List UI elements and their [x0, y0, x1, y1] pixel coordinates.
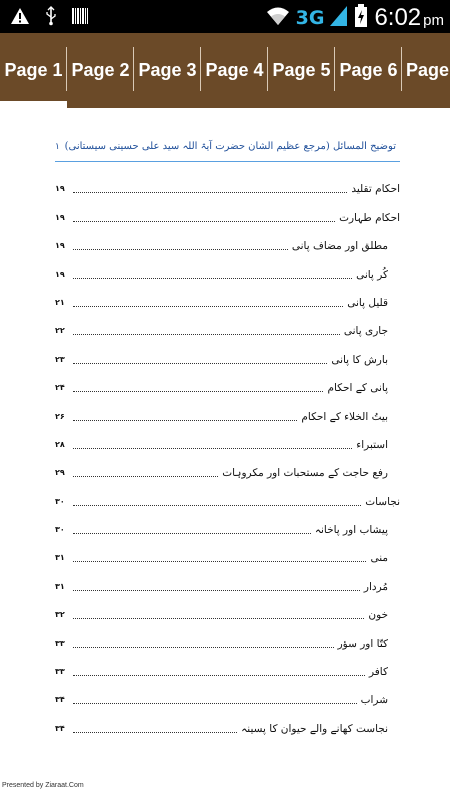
toc-entry-page: ۳۳ [55, 638, 65, 648]
toc-entry-page: ۳۰ [55, 525, 65, 535]
wifi-icon [266, 5, 290, 31]
leader-dots [73, 221, 335, 222]
toc-entry-title: پیشاب اور پاخانہ [314, 524, 388, 537]
toc-entry-page: ۲۹ [55, 468, 65, 478]
leader-dots [73, 533, 311, 534]
book-title: توضیح المسائل (مرجع عظیم الشان حضرت آیۃ اللہ سید علی حسینی سیستانی) [64, 141, 396, 152]
toc-entry-page: ۱۹ [55, 241, 65, 251]
toc-entry[interactable] [55, 651, 400, 679]
system-status [266, 4, 444, 32]
leader-dots [73, 590, 360, 591]
leader-dots [73, 732, 237, 733]
toc-entry-title: احکام تقلید [351, 183, 400, 196]
toc-entry[interactable] [55, 452, 400, 480]
toc-entry[interactable] [55, 168, 400, 196]
leader-dots [73, 675, 365, 676]
toc-entry[interactable] [55, 424, 400, 452]
toc-entry[interactable] [55, 253, 400, 281]
tab-page-1[interactable] [0, 33, 67, 108]
barcode-icon [72, 7, 88, 29]
leader-dots [73, 363, 327, 364]
toc-entry-title: نجاست کھانے والے حیوان کا پسینہ [241, 722, 388, 735]
toc-entry[interactable] [55, 480, 400, 508]
document-header [55, 138, 400, 162]
toc-entry-title: کُر پانی [356, 268, 388, 281]
active-tab-indicator [0, 101, 67, 108]
toc-entry[interactable] [55, 395, 400, 423]
usb-icon [44, 6, 58, 30]
toc-entry-page: ۳۲ [55, 610, 65, 620]
toc-entry-page: ۱۹ [55, 184, 65, 194]
toc-entry-page: ۱۹ [55, 269, 65, 279]
leader-dots [73, 391, 323, 392]
toc-entry[interactable] [55, 282, 400, 310]
toc-entry[interactable] [55, 707, 400, 735]
tab-page-2[interactable] [67, 33, 134, 108]
leader-dots [73, 703, 357, 704]
toc-entry[interactable] [55, 196, 400, 224]
tab-page-4[interactable] [201, 33, 268, 108]
leader-dots [73, 306, 343, 307]
tab-page-7[interactable] [402, 33, 450, 108]
toc-entry-title: بارش کا پانی [331, 353, 388, 366]
warning-icon [10, 7, 30, 29]
footer-credit: Presented by Ziaraat.Com [2, 782, 84, 789]
leader-dots [73, 618, 364, 619]
toc-entry-page: ۱۹ [55, 212, 65, 222]
tab-page-6[interactable] [335, 33, 402, 108]
toc-entry[interactable] [55, 367, 400, 395]
tab-page-5[interactable] [268, 33, 335, 108]
toc-entry-page: ۳۴ [55, 723, 65, 733]
toc-entry[interactable] [55, 565, 400, 593]
page-tab-bar [0, 33, 450, 108]
tab-label: Page 5 [272, 60, 331, 80]
toc-entry-page: ۲۸ [55, 439, 65, 449]
toc-entry-title: نجاسات [365, 495, 400, 508]
toc-entry-page: ۲۴ [55, 383, 65, 393]
toc-entry-title: کافر [368, 666, 388, 679]
tab-label: Page [406, 60, 450, 80]
leader-dots [73, 476, 218, 477]
tab-page-3[interactable] [134, 33, 201, 108]
toc-entry-page: ۳۳ [55, 667, 65, 677]
leader-dots [73, 448, 352, 449]
clock-time: 6:02 [374, 4, 422, 31]
toc-entry-page: ۲۶ [55, 411, 65, 421]
toc-entry[interactable] [55, 594, 400, 622]
clock-ampm: pm [423, 12, 444, 29]
toc-entry-title: مُردار [363, 580, 388, 593]
tab-label: Page 1 [4, 60, 63, 80]
tab-label: Page 2 [71, 60, 130, 80]
toc-entry-title: بیتُ الخلاء کے احکام [301, 410, 388, 423]
toc-entry-title: شراب [360, 694, 388, 707]
toc-entry-page: ۳۴ [55, 695, 65, 705]
clock [374, 4, 444, 32]
toc-entry-title: مطلق اور مضاف پانی [291, 240, 388, 253]
toc-entry-title: خون [368, 609, 388, 622]
toc-entry-title: پانی کے احکام [327, 382, 388, 395]
header-page-number: ۱ [55, 142, 60, 152]
signal-icon [330, 5, 348, 31]
document-page[interactable] [0, 108, 450, 780]
toc-entry-page: ۲۳ [55, 354, 65, 364]
battery-charging-icon [354, 4, 368, 32]
toc-entry-page: ۳۱ [55, 553, 65, 563]
tab-label: Page 6 [339, 60, 398, 80]
leader-dots [73, 420, 297, 421]
toc-entry-title: جاری پانی [343, 325, 388, 338]
toc-entry-page: ۳۰ [55, 496, 65, 506]
status-bar [0, 0, 450, 33]
tab-label: Page 4 [205, 60, 264, 80]
toc-entry[interactable] [55, 338, 400, 366]
toc-entry[interactable] [55, 679, 400, 707]
toc-entry-page: ۲۲ [55, 326, 65, 336]
leader-dots [73, 192, 347, 193]
toc-entry[interactable] [55, 310, 400, 338]
toc-entry[interactable] [55, 622, 400, 650]
toc-entry[interactable] [55, 225, 400, 253]
leader-dots [73, 278, 352, 279]
toc-entry[interactable] [55, 509, 400, 537]
leader-dots [73, 505, 361, 506]
leader-dots [73, 334, 340, 335]
table-of-contents [55, 168, 400, 736]
toc-entry-page: ۳۱ [55, 581, 65, 591]
network-type-label: 3G [295, 7, 325, 29]
tab-label: Page 3 [138, 60, 197, 80]
toc-entry-title: احکام طہارت [339, 211, 400, 224]
toc-entry-title: کتّا اور سؤر [337, 637, 388, 650]
toc-entry-title: منی [370, 552, 388, 565]
leader-dots [73, 647, 334, 648]
notification-icons [10, 6, 88, 30]
toc-entry-page: ۲۱ [55, 297, 65, 307]
toc-entry-title: استبراء [356, 438, 388, 451]
leader-dots [73, 561, 366, 562]
toc-entry-title: قلیل پانی [347, 296, 388, 309]
toc-entry[interactable] [55, 537, 400, 565]
leader-dots [73, 249, 288, 250]
toc-entry-title: رفع حاجت کے مستحبات اور مکروہات [222, 467, 388, 480]
